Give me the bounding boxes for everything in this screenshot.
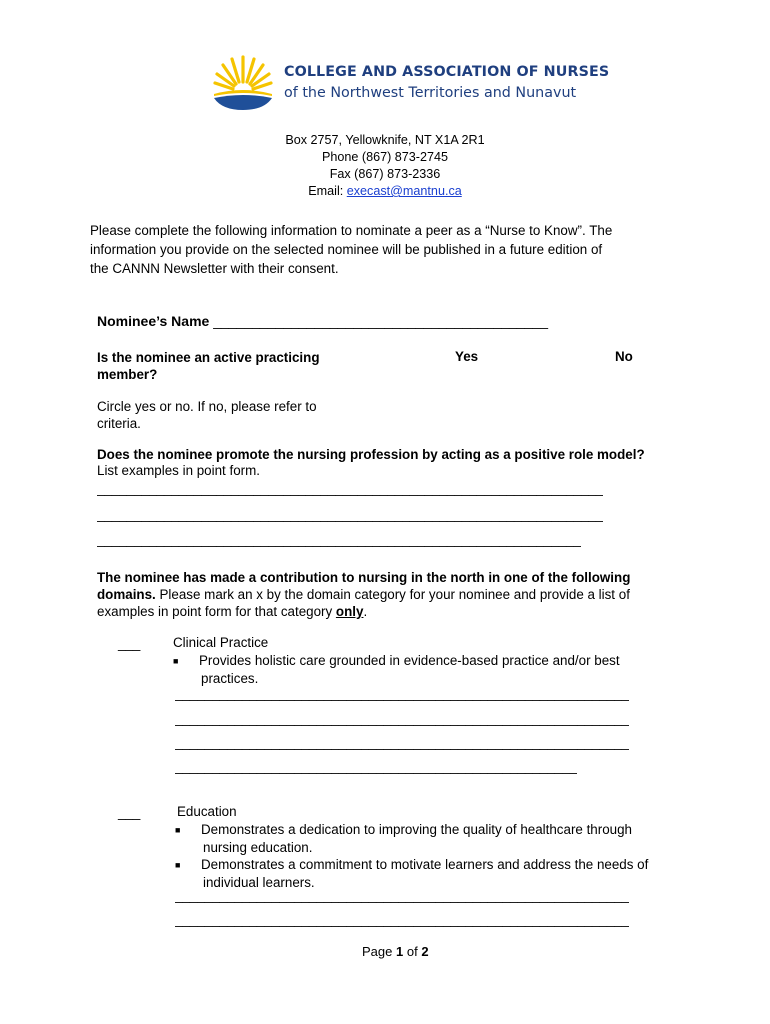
answer-line[interactable]: _____________________________________________________________ <box>175 888 630 903</box>
org-name-line1: COLLEGE AND ASSOCIATION OF NURSES <box>284 64 610 80</box>
email-link[interactable]: execast@mantnu.ca <box>346 184 462 198</box>
education-mark[interactable]: ___ <box>118 805 141 820</box>
answer-line[interactable]: ____________________________________________________________________ <box>97 481 604 496</box>
answer-line[interactable]: _________________________________________________________________ <box>97 532 582 547</box>
active-member-question: Is the nominee an active practicing member? <box>97 350 320 382</box>
org-name-line2: of the Northwest Territories and Nunavut <box>284 85 577 101</box>
intro-line: the CANNN Newsletter with their consent. <box>90 261 339 276</box>
intro-line: information you provide on the selected nominee will be published in a future edition of <box>90 242 603 257</box>
fax: Fax (867) 873-2336 <box>329 167 441 181</box>
page-number: Page 1 of 2 <box>362 944 429 959</box>
answer-line[interactable]: ______________________________________________________ <box>175 759 578 774</box>
contact-block <box>185 132 585 200</box>
email-label: Email: <box>308 184 344 198</box>
yes-option[interactable]: Yes <box>455 349 479 364</box>
nominee-name-row <box>97 313 548 329</box>
education-title: Education <box>177 804 237 819</box>
answer-line[interactable]: _____________________________________________________________ <box>175 912 630 927</box>
answer-line[interactable]: ____________________________________________________________________ <box>97 507 604 522</box>
answer-line[interactable]: _____________________________________________________________ <box>175 686 630 701</box>
answer-line[interactable]: _____________________________________________________________ <box>175 711 630 726</box>
address: Box 2757, Yellowknife, NT X1A 2R1 <box>285 133 485 147</box>
bullet-icon: ■ <box>175 825 181 835</box>
phone: Phone (867) 873-2745 <box>321 150 449 164</box>
clinical-practice-mark[interactable]: ___ <box>118 636 141 651</box>
clinical-practice-bullet: ■ Provides holistic care grounded in evidence-based practice and/or best practices. <box>173 653 620 686</box>
clinical-practice-title: Clinical Practice <box>173 635 269 650</box>
education-bullets: ■ Demonstrates a dedication to improving the quality of healthcare through nursing education. ■ Demonstrates a commitment to motivate learners and address the needs of individual learners. <box>175 822 649 890</box>
role-model-instruction: List examples in point form. <box>97 463 260 478</box>
nominee-name-label: Nominee’s Name <box>97 313 210 329</box>
logo <box>212 52 276 110</box>
email-row <box>185 183 585 200</box>
intro-paragraph <box>90 221 612 278</box>
intro-line: Please complete the following information to nominate a peer as a “Nurse to Know”. The <box>90 223 613 238</box>
sun-logo-icon <box>212 52 276 110</box>
contribution-paragraph: The nominee has made a contribution to nursing in the north in one of the following domains. Please mark an x by the domain category for your nominee and provide a list of examples in point form for that category only. <box>97 570 631 619</box>
bullet-icon: ■ <box>173 656 179 666</box>
circle-instruction: Circle yes or no. If no, please refer to criteria. <box>97 399 317 431</box>
nominee-name-field[interactable]: ___________________________________________ <box>213 313 549 329</box>
no-option[interactable]: No <box>615 349 633 364</box>
answer-line[interactable]: _____________________________________________________________ <box>175 735 630 750</box>
bullet-icon: ■ <box>175 860 181 870</box>
role-model-question: Does the nominee promote the nursing profession by acting as a positive role model? <box>97 447 645 462</box>
